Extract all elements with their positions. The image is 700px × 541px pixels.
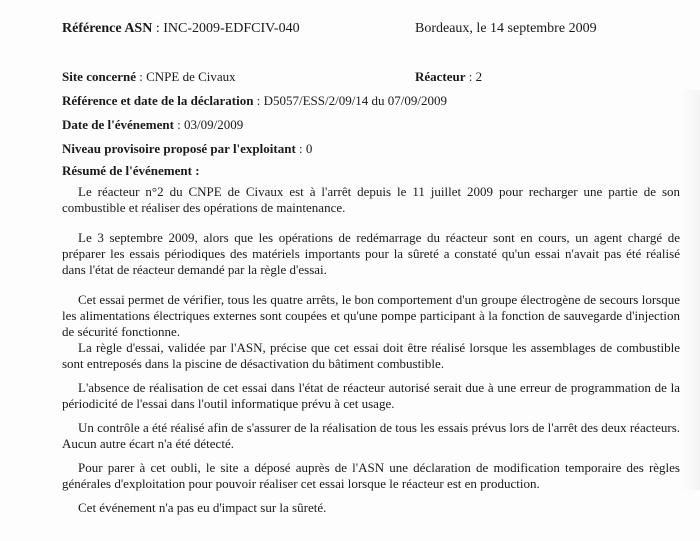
event-date [62,117,243,133]
site-value: : CNPE de Civaux [136,69,236,84]
page-edge-shadow [682,90,700,490]
level-value: : 0 [295,141,313,156]
declaration-reference [62,93,447,109]
asn-reference-value: : INC-2009-EDFCIV-040 [152,21,300,36]
asn-reference [62,21,300,37]
site-concerned [62,69,236,85]
reactor-value: : 2 [465,69,483,84]
paragraph-4: La règle d'essai, validée par l'ASN, précise que cet essai doit être réalisé lorsque les assemblages de combustible sont entreposés dans la piscine de désactivation du bâtiment combustible. [62,340,680,371]
paragraph-1: Le réacteur n°2 du CNPE de Civaux est à l'arrêt depuis le 11 juillet 2009 pour recharger une partie de son combustible et réaliser des opérations de maintenance. [62,184,680,215]
reactor-label: Réacteur [415,69,466,84]
place-date: Bordeaux, le 14 septembre 2009 [415,21,597,36]
summary-colon: : [191,163,200,178]
reactor [415,69,482,85]
paragraph-7: Pour parer à cet oubli, le site a déposé auprès de l'ASN une déclaration de modification temporaire des règles générales d'exploitation pour pouvoir réaliser cet essai lorsque le réacteur est en production. [62,460,680,491]
provisional-level [62,141,312,157]
summary-label: Résumé de l'événement [62,163,192,178]
asn-reference-label: Référence ASN [62,21,153,36]
paragraph-3: Cet essai permet de vérifier, tous les quatre arrêts, le bon comportement d'un groupe électrogène de secours lorsque les alimentations électriques externes sont coupées et qu'une pompe participant à la fonction de sauvegarde d'injection de sécurité fonctionne. [62,292,680,339]
paragraph-2: Le 3 septembre 2009, alors que les opérations de redémarrage du réacteur sont en cours, un agent chargé de préparer les essais périodiques des matériels importants pour la sûreté a constaté qu'un essai n'avait pas été réalisé dans l'état de réacteur demandé par la règle d'essai. [62,230,680,277]
event-date-value: : 03/09/2009 [173,117,244,132]
level-label: Niveau provisoire proposé par l'exploitant [62,141,296,156]
summary-heading [62,163,200,179]
declaration-label: Référence et date de la déclaration [62,93,254,108]
site-label: Site concerné [62,69,137,84]
event-date-label: Date de l'événement [62,117,174,132]
paragraph-8: Cet événement n'a pas eu d'impact sur la sûreté. [78,500,327,515]
paragraph-5: L'absence de réalisation de cet essai dans l'état de réacteur autorisé serait due à une erreur de programmation de la périodicité de l'essai dans l'outil informatique prévu à cet usage. [62,380,680,411]
paragraph-6: Un contrôle a été réalisé afin de s'assurer de la réalisation de tous les essais prévus lors de l'arrêt des deux réacteurs. Aucun autre écart n'a été détecté. [62,420,680,451]
declaration-value: : D5057/ESS/2/09/14 du 07/09/2009 [253,93,448,108]
